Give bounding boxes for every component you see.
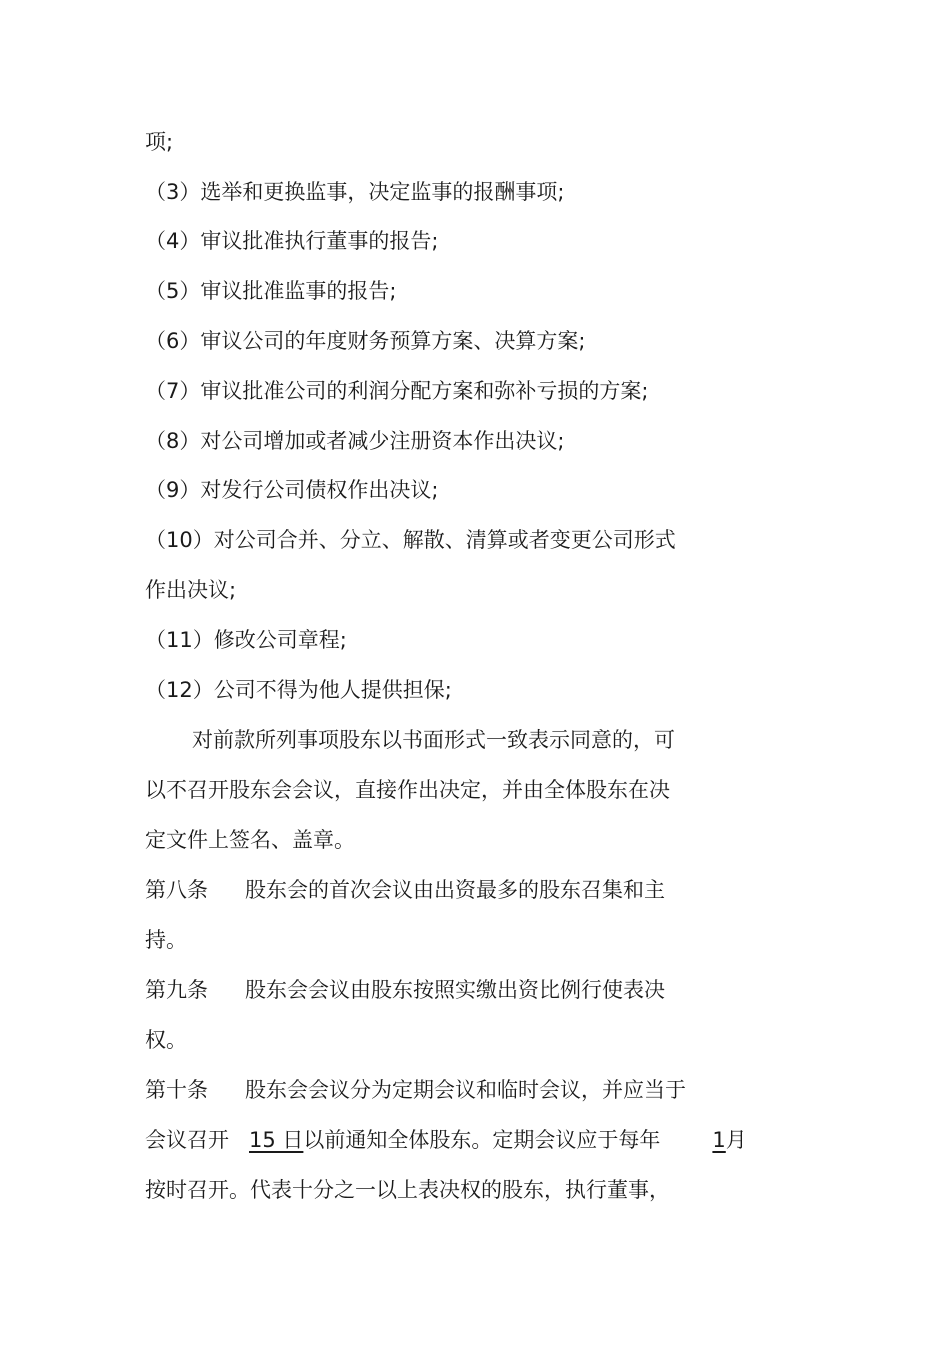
article-text: 股东会会议由股东按照实缴出资比例行使表决 [245,978,665,1002]
list-item-10-cont: 作出决议; [145,578,237,602]
article-8 [145,875,665,905]
list-item-6: （6）审议公司的年度财务预算方案、决算方案; [145,329,586,353]
notice-days-value: 15 日 [249,1128,304,1152]
article-label: 第十条 [145,1078,208,1102]
article-9 [145,975,665,1005]
paragraph-line: 以不召开股东会会议，直接作出决定，并由全体股东在决 [145,778,670,802]
meeting-month-value: 1 [712,1128,726,1152]
list-item-10: （10）对公司合并、分立、解散、清算或者变更公司形式 [145,528,676,552]
article-label: 第八条 [145,878,208,902]
list-item-4: （4）审议批准执行董事的报告; [145,229,439,253]
article-label: 第九条 [145,978,208,1002]
text-line: 项; [145,130,174,154]
article-text: 股东会的首次会议由出资最多的股东召集和主 [245,878,665,902]
list-item-7: （7）审议批准公司的利润分配方案和弥补亏损的方案; [145,379,649,403]
article-10-line3: 按时召开。代表十分之一以上表决权的股东，执行董事， [145,1178,670,1202]
article-text: 以前通知全体股东。定期会议应于每年 [303,1128,661,1152]
list-item-5: （5）审议批准监事的报告; [145,279,397,303]
article-text: 股东会会议分为定期会议和临时会议，并应当于 [245,1078,686,1102]
paragraph-line: 定文件上签名、盖章。 [145,828,355,852]
list-item-8: （8）对公司增加或者减少注册资本作出决议; [145,429,565,453]
article-10-line2 [145,1125,747,1155]
article-10 [145,1075,686,1105]
article-8-cont: 持。 [145,928,187,952]
list-item-9: （9）对发行公司债权作出决议; [145,478,439,502]
paragraph-line: 对前款所列事项股东以书面形式一致表示同意的，可 [192,728,675,752]
list-item-3: （3）选举和更换监事，决定监事的报酬事项; [145,180,565,204]
article-9-cont: 权。 [145,1028,187,1052]
article-text: 会议召开 [145,1128,229,1152]
month-unit: 月 [725,1128,747,1152]
list-item-12: （12）公司不得为他人提供担保; [145,678,452,702]
list-item-11: （11）修改公司章程; [145,628,347,652]
